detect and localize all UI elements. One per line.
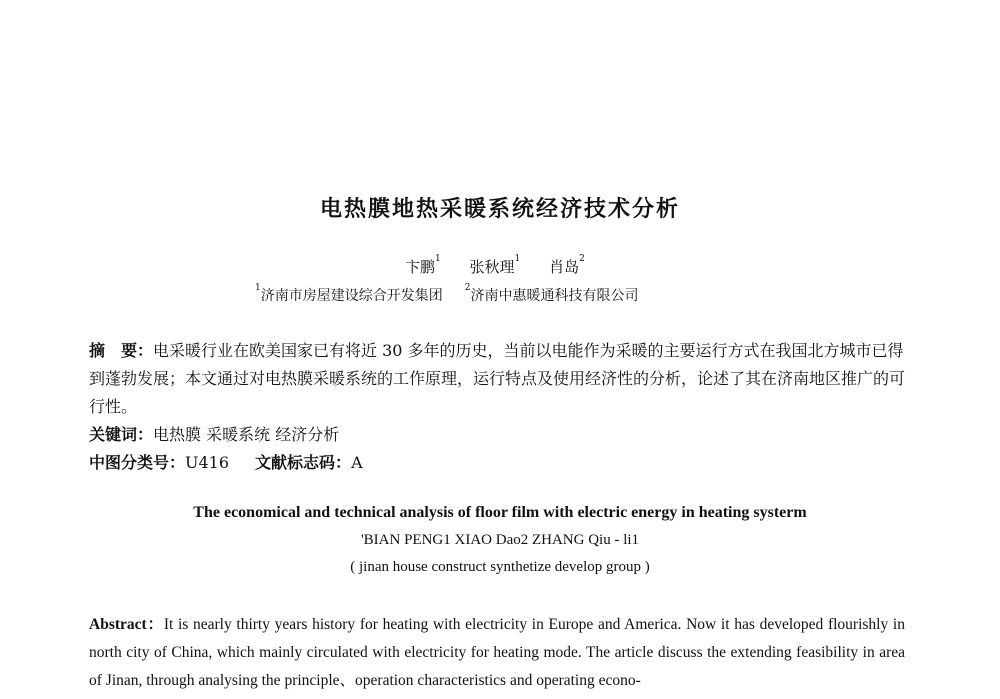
abstract-text: 电采暖行业在欧美国家已有将近 30 多年的历史，当前以电能作为采暖的主要运行方式在我国北方城市已得到蓬勃发展；本文通过对电热膜采暖系统的工作原理，运行特点及使用经济性的分析，论述了其在济南地区推广的可行性。: [89, 341, 906, 416]
english-authors: 'BIAN PENG1 XIAO Dao2 ZHANG Qiu - li1: [360, 532, 640, 548]
author: 卞鹏$^1$: [405, 254, 441, 276]
author-list: [405, 256, 609, 277]
abstract-en-text: It is nearly thirty years history for heating with electricity in Europe and America. Now it has developed flourishly in north city of China, which mainly circulated with electricity for heating mode. The article discuss the extending feasibility in area of Jinan, through analysing the principle、operation characteristics and operating econo-: [89, 616, 905, 689]
english-affiliation: ( jinan house construct synthetize develop group ): [350, 559, 650, 575]
affiliation: $^1$济南市房屋建设综合开发集团: [255, 283, 443, 304]
author: 肖岛$^2$: [549, 254, 585, 276]
author: 张秋理$^1$: [469, 254, 521, 276]
abstract-english: [89, 611, 905, 695]
affiliation: $^2$济南中惠暖通科技有限公司: [464, 283, 639, 304]
abstract-label: 摘 要：: [89, 341, 154, 360]
keywords-label: 关键词：: [89, 425, 154, 444]
keywords-text: 电热膜 采暖系统 经济分析: [153, 425, 340, 444]
affiliation-list: [255, 285, 638, 305]
abstract-en-label: Abstract：: [89, 616, 164, 633]
classification-line: [89, 449, 915, 477]
doc-code-label: 文献标志码：: [255, 453, 352, 472]
english-title: The economical and technical analysis of floor film with electric energy in heating systerm: [193, 504, 807, 521]
paper-title: 电热膜地热采暖系统经济技术分析: [319, 197, 680, 222]
keywords: [89, 421, 915, 449]
abstract-chinese: [89, 337, 915, 421]
clc-value: U416: [185, 453, 230, 472]
doc-code-value: A: [351, 453, 363, 472]
clc-label: 中图分类号：: [89, 453, 186, 472]
